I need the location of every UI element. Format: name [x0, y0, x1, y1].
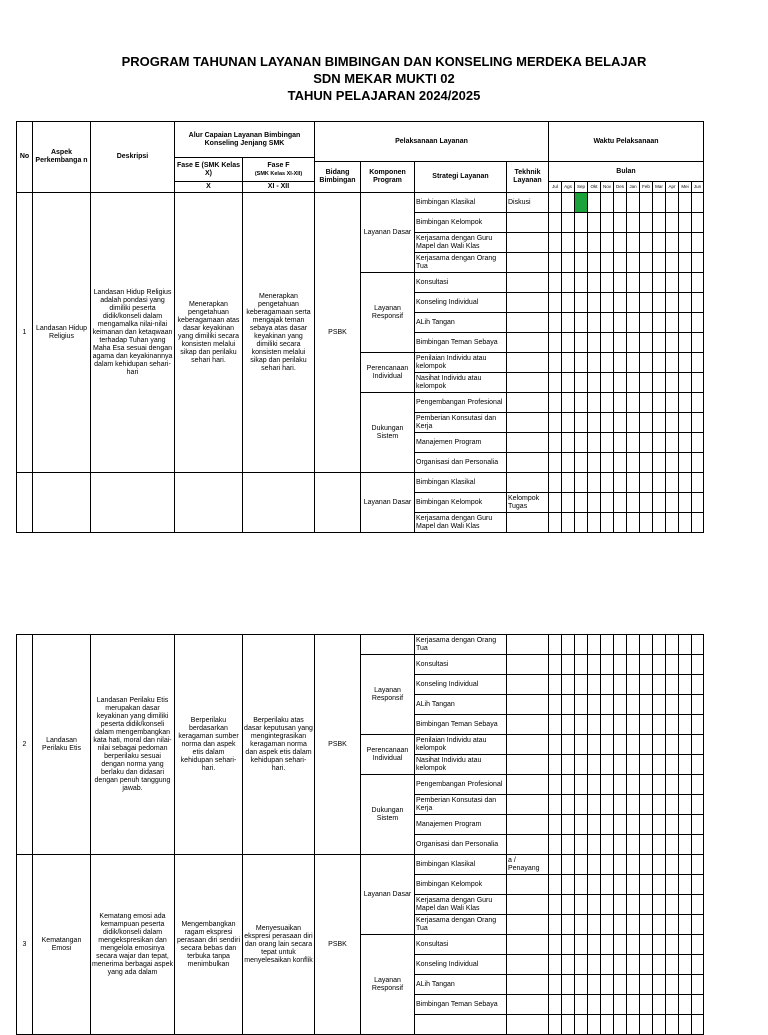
row-3-strategi-klasikal: Bimbingan Klasikal	[415, 855, 507, 875]
row-2-aspek: Landasan Perilaku Etis	[33, 635, 91, 855]
header-alur-capaian: Alur Capaian Layanan Bimbingan Konseling Jenjang SMK	[175, 122, 315, 158]
header-x: X	[175, 182, 243, 193]
row-1-komponen-perencanaan: Perencanaan Individual	[361, 353, 415, 393]
row-2-strategi-sebaya: Bimbingan Teman Sebaya	[415, 715, 507, 735]
row-3-aspek: Kematangan Emosi	[33, 855, 91, 1035]
row-2-komponen-dukungan: Dukungan Sistem	[361, 775, 415, 855]
row-2-strategi-nasihat: Nasihat Individu atau kelompok	[415, 755, 507, 775]
row-1-strategi-sebaya: Bimbingan Teman Sebaya	[415, 333, 507, 353]
row-1-aspek: Landasan Hidup Religius	[33, 193, 91, 473]
month-sep: Sep	[575, 182, 588, 193]
month-mar: Mar	[653, 182, 666, 193]
header-fase-f-title: Fase F	[267, 161, 290, 169]
row-2-strategi-konsultasi: Konsultasi	[415, 655, 507, 675]
header-komponen: Komponen Program	[361, 162, 415, 193]
row-2-komponen-perencanaan: Perencanaan Individual	[361, 735, 415, 775]
schedule-marker-sep	[575, 193, 588, 213]
row-3-strategi-sebaya: Bimbingan Teman Sebaya	[415, 995, 507, 1015]
row-3-bidang: PSBK	[315, 855, 361, 1035]
row-1-deskripsi: Landasan Hidup Religius adalah pondasi yang dimiliki peserta didik/konseli dalam mengamalka nilai-nilai keimanan dan ketaqwaan terhadap Tuhan yang Maha Esa sesuai dengan agama dan keyakinannya dalam kehidupan sehari-hari	[91, 193, 175, 473]
header-pelaksanaan: Pelaksanaan Layanan	[315, 122, 549, 162]
month-mei: Mei	[679, 182, 692, 193]
month-nov: Nov	[601, 182, 614, 193]
row-1-strategi-kelompok: Bimbingan Kelompok	[415, 213, 507, 233]
header-no: No	[17, 122, 33, 193]
header-bidang: Bidang Bimbingan	[315, 162, 361, 193]
row-1-no: 1	[17, 193, 33, 473]
row-1-strategi-pengembangan: Pengembangan Profesional	[415, 393, 507, 413]
month-feb: Feb	[640, 182, 653, 193]
header-aspek: Aspek Perkembanga n	[33, 122, 91, 193]
row-2-komponen-dasar: Layanan Dasar	[361, 473, 415, 533]
row-1-strategi-manajemen: Manajemen Program	[415, 433, 507, 453]
row-1-komponen-dasar: Layanan Dasar	[361, 193, 415, 273]
row-1-komponen-dukungan: Dukungan Sistem	[361, 393, 415, 473]
row-1-teknik-diskusi: Diskusi	[507, 193, 549, 213]
row-3-deskripsi: Kematang emosi ada kemampuan peserta didik/konseli dalam mengekspresikan dan mengelola emosinya secara wajar dan tepat, menerima berbagai aspek yang ada dalam	[91, 855, 175, 1035]
header-strategi: Strategi Layanan	[415, 162, 507, 193]
row-3-strategi-kelompok: Bimbingan Kelompok	[415, 875, 507, 895]
row-1-strategi-individual: Konseling Individual	[415, 293, 507, 313]
header-xi-xii: XI - XII	[243, 182, 315, 193]
header-teknik: Tekhnik Layanan	[507, 162, 549, 193]
row-2-no: 2	[17, 635, 33, 855]
row-3-strategi-guru: Kerjasama dengan Guru Mapel dan Wali Klas	[415, 895, 507, 915]
program-table-page-2	[16, 634, 704, 1035]
month-jun: Jun	[692, 182, 704, 193]
row-3-strategi-alih: ALih Tangan	[415, 975, 507, 995]
document-title-line-1: PROGRAM TAHUNAN LAYANAN BIMBINGAN DAN KONSELING MERDEKA BELAJAR	[121, 54, 647, 69]
month-okt: Okt	[588, 182, 601, 193]
row-1-bidang: PSBK	[315, 193, 361, 473]
row-2-komponen-responsif: Layanan Responsif	[361, 655, 415, 735]
row-1-strategi-klasikal: Bimbingan Klasikal	[415, 193, 507, 213]
header-fase-f	[243, 158, 315, 182]
row-3-strategi-ortu: Kerjasama dengan Orang Tua	[415, 915, 507, 935]
header-bulan: Bulan	[549, 162, 704, 182]
row-1-strategi-nasihat: Nasihat Individu atau kelompok	[415, 373, 507, 393]
row-2-strategi-ortu: Kerjasama dengan Orang Tua	[415, 635, 507, 655]
month-jul: Jul	[549, 182, 562, 193]
row-3-strategi-konsultasi: Konsultasi	[415, 935, 507, 955]
row-2-strategi-alih: ALih Tangan	[415, 695, 507, 715]
row-1-strategi-pemberian: Pemberian Konsutasi dan Kerja	[415, 413, 507, 433]
row-2-strategi-klasikal: Bimbingan Klasikal	[415, 473, 507, 493]
row-3-strategi-individual: Konseling Individual	[415, 955, 507, 975]
row-1-fase-f: Menerapkan pengetahuan keberagamaan serta mengajak teman sebaya atas dasar keyakinan yang dimiliki secara konsisten melalui sikap dan perilaku sehari hari.	[243, 193, 315, 473]
row-1-strategi-penilaian: Penilaian Individu atau kelompok	[415, 353, 507, 373]
page-break	[0, 538, 768, 634]
row-3-no: 3	[17, 855, 33, 1035]
row-2-strategi-pemberian: Pemberian Konsutasi dan Kerja	[415, 795, 507, 815]
row-1-strategi-organisasi: Organisasi dan Personalia	[415, 453, 507, 473]
row-2-strategi-manajemen: Manajemen Program	[415, 815, 507, 835]
row-2-fase-e: Berperilaku berdasarkan keragaman sumber norma dan aspek etis dalam kehidupan sehari-hari.	[175, 635, 243, 855]
row-2-strategi-penilaian: Penilaian Individu atau kelompok	[415, 735, 507, 755]
row-2-strategi-guru: Kerjasama dengan Guru Mapel dan Wali Klas	[415, 513, 507, 533]
month-jan: Jan	[627, 182, 640, 193]
row-1-strategi-konsultasi: Konsultasi	[415, 273, 507, 293]
program-table-page-1	[16, 121, 704, 533]
row-1-komponen-responsif: Layanan Responsif	[361, 273, 415, 353]
row-2-strategi-pengembangan: Pengembangan Profesional	[415, 775, 507, 795]
header-waktu: Waktu Pelaksanaan	[549, 122, 704, 162]
row-1-strategi-guru: Kerjasama dengan Guru Mapel dan Wali Klas	[415, 233, 507, 253]
header-fase-f-sub: (SMK Kelas XI-XII)	[254, 170, 303, 177]
row-3-fase-e: Mengembangkan ragam ekspresi perasaan diri sendiri secara bebas dan terbuka tanpa menimbulkan	[175, 855, 243, 1035]
month-des: Des	[614, 182, 627, 193]
header-fase-e: Fase E (SMK Kelas X)	[175, 158, 243, 182]
row-3-fase-f: Menyesuaikan ekspresi perasaan diri dan orang lain secara tepat untuk menyelesaikan konflik	[243, 855, 315, 1035]
row-2-teknik-kelompok-tugas: Kelompok Tugas	[507, 493, 549, 513]
document-title-line-3: TAHUN PELAJARAN 2024/2025	[287, 88, 481, 103]
row-2-strategi-organisasi: Organisasi dan Personalia	[415, 835, 507, 855]
row-2-fase-f: Berperilaku atas dasar keputusan yang mengintegrasikan keragaman norma dan aspek etis dalam kehidupan sehari-hari.	[243, 635, 315, 855]
row-3-komponen-dasar: Layanan Dasar	[361, 855, 415, 935]
row-3-teknik-penayang: a / Penayang	[507, 855, 549, 875]
row-2-strategi-kelompok: Bimbingan Kelompok	[415, 493, 507, 513]
row-1-strategi-ortu: Kerjasama dengan Orang Tua	[415, 253, 507, 273]
row-2-deskripsi: Landasan Perilaku Etis merupakan dasar keyakinan yang dimiliki peserta didik/konseli dalam mengembangkan kata hati, moral dan nilai-nilai sebagai pedoman berperilaku sesuai dengan norma yang berlaku dan didasari dengan penuh tanggung jawab.	[91, 635, 175, 855]
document-title-line-2: SDN MEKAR MUKTI 02	[313, 71, 455, 86]
month-apr: Apr	[666, 182, 679, 193]
row-1-strategi-alih: ALih Tangan	[415, 313, 507, 333]
row-2-strategi-individual: Konseling Individual	[415, 675, 507, 695]
row-1-fase-e: Menerapkan pengetahuan keberagamaan atas dasar keyakinan yang dimiliki secara konsisten melalui sikap dan perilaku sehari hari.	[175, 193, 243, 473]
row-3-komponen-responsif: Layanan Responsif	[361, 935, 415, 1035]
header-deskripsi: Deskripsi	[91, 122, 175, 193]
row-2-bidang: PSBK	[315, 635, 361, 855]
month-ags: Ags	[562, 182, 575, 193]
